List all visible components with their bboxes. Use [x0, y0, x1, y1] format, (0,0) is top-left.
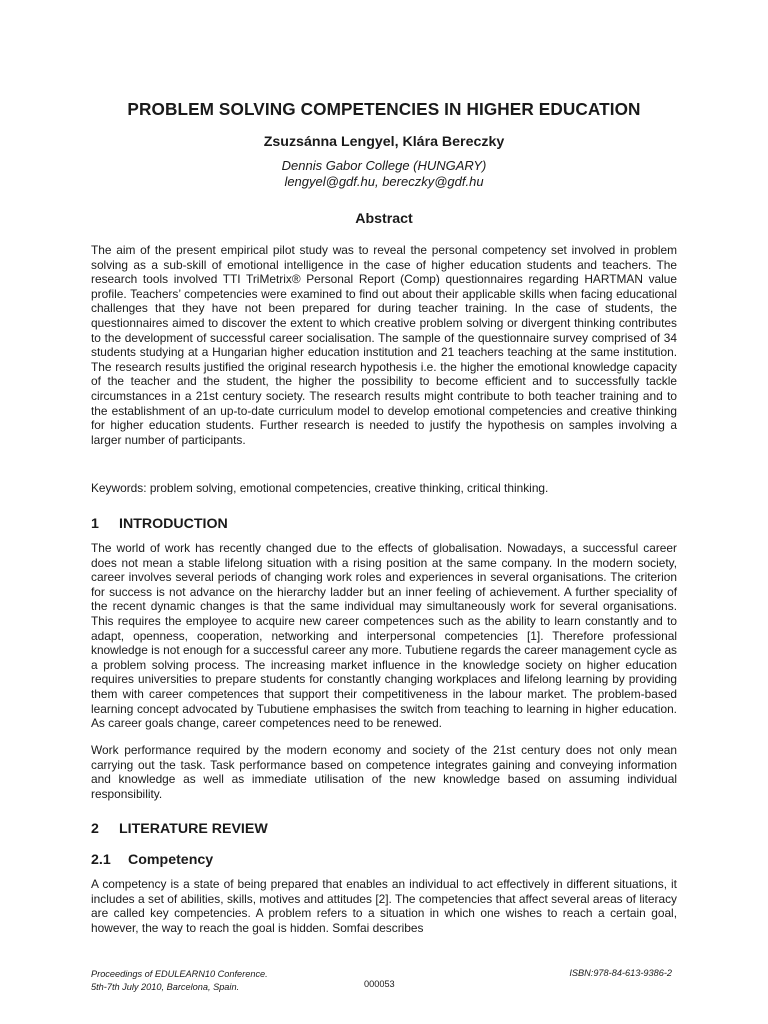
- subsection-number: 2.1: [91, 852, 111, 868]
- affiliation: Dennis Gabor College (HUNGARY): [281, 158, 487, 173]
- author-affiliation-block: [0, 158, 768, 190]
- section-title: LITERATURE REVIEW: [119, 821, 268, 837]
- paper-title: PROBLEM SOLVING COMPETENCIES IN HIGHER EDUCATION: [127, 99, 641, 119]
- competency-paragraph-1: A competency is a state of being prepared that enables an individual to act effectively in different situations, it includes a set of abilities, skills, motives and attitudes [2]. The competencies that affect several areas of literacy are called key competencies. A problem refers to a situation in which one wishes to reach a certain goal, however, the way to reach the goal is hidden. Somfai describes: [91, 877, 677, 935]
- section-title: INTRODUCTION: [119, 516, 228, 532]
- section-heading-introduction: [91, 516, 228, 532]
- page-number: 000053: [364, 979, 395, 989]
- subsection-title: Competency: [128, 852, 214, 868]
- footer-dates: 5th-7th July 2010, Barcelona, Spain.: [91, 981, 240, 992]
- author-emails[interactable]: lengyel@gdf.hu, bereczky@gdf.hu: [284, 174, 484, 189]
- footer-proceedings: [91, 968, 268, 993]
- abstract-body: The aim of the present empirical pilot study was to reveal the personal competency set involved in problem solving as a sub-skill of emotional intelligence in the case of higher education students and teachers. The research tools involved TTI TriMetrix® Personal Report (Comp) questionnaires regarding HARTMAN value profile. Teachers’ competencies were examined to find out about their applicable skills when facing educational challenges that they have not been prepared for during teacher training. In the case of students, the questionnaires aimed to discover the extent to which creative problem solving or divergent thinking contributes to the development of successful career socialisation. The sample of the questionnaire survey comprised of 34 students studying at a Hungarian higher education institution and 21 teachers teaching at the same institution. The research results justified the original research hypothesis i.e. the higher the emotional knowledge capacity of the teacher and the student, the higher the possibility to become efficient and to successfully tackle circumstances in a 21st century society. The research results might contribute to both teacher training and to the establishment of an up-to-date curriculum model to develop emotional competencies and creative thinking for higher education students. Further research is needed to justify the hypothesis on samples involving a larger number of participants.: [91, 243, 677, 447]
- section-number: 1: [91, 516, 99, 532]
- introduction-paragraph-1: The world of work has recently changed due to the effects of globalisation. Nowadays, a successful career does not mean a stable lifelong situation with a rising position at the same company. In the modern society, career involves several periods of changing work roles and experiences in several organisations. The criterion for success is not advance on the hierarchy ladder but an inner feeling of achievement. A further speciality of the recent dynamic changes is that the same individual may simultaneously work for several organisations. This requires the employee to acquire new career competences such as the ability to learn constantly and to adapt, openness, cooperation, networking and interpersonal competencies [1]. Therefore professional knowledge is not enough for a successful career any more. Tubutiene regards the career management cycle as a problem solving process. The increasing market influence in the knowledge society on higher education requires universities to prepare students for constantly changing workplaces and lifelong learning by providing them with career competences that support their competitiveness in the labour market. The problem-based learning concept advocated by Tubutiene emphasises the switch from teaching to learning in higher education. As career goals change, career competences need to be renewed.: [91, 541, 677, 731]
- section-number: 2: [91, 821, 99, 837]
- footer-conference: Proceedings of EDULEARN10 Conference.: [91, 969, 268, 979]
- paper-authors: Zsuzsánna Lengyel, Klára Bereczky: [263, 134, 505, 150]
- subsection-heading-competency: [91, 852, 213, 868]
- footer-isbn: ISBN:978-84-613-9386-2: [569, 968, 672, 978]
- section-heading-literature-review: [91, 821, 268, 837]
- abstract-heading: Abstract: [355, 211, 413, 227]
- introduction-paragraph-2: Work performance required by the modern economy and society of the 21st century does not only mean carrying out the task. Task performance based on competence integrates gaining and conveying information and knowledge as well as immediate utilisation of the new knowledge based on assuming individual responsibility.: [91, 743, 677, 801]
- keywords: Keywords: problem solving, emotional competencies, creative thinking, critical thinking.: [91, 481, 549, 495]
